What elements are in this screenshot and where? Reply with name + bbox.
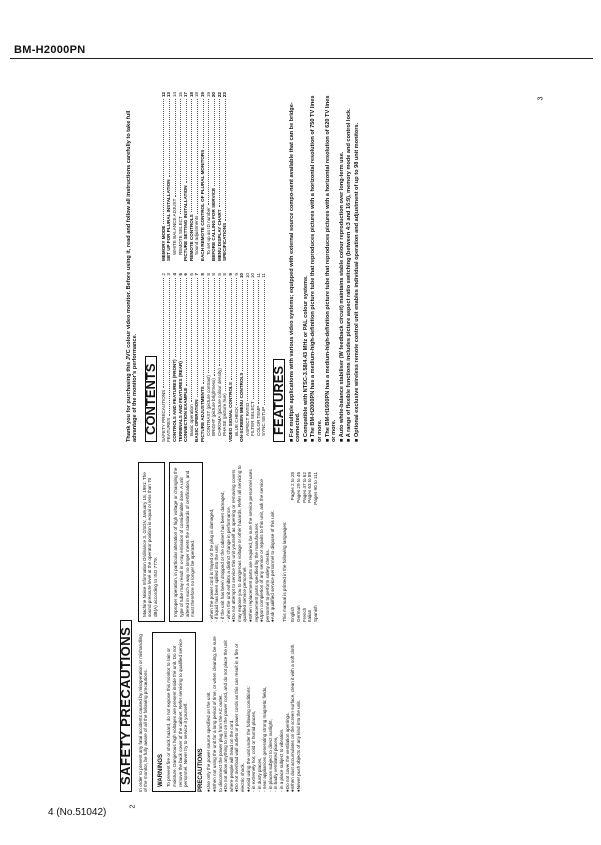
toc-label: VIDEO SIGNAL CONTROLS [227,382,233,442]
toc-page: 2 [160,273,166,276]
toc-label: PICTURE ADJUSTMENTS [199,386,205,442]
noise-box [138,462,166,622]
feature-item: ■ The BM-H1600PN has a medium-high-definition picture tube that reproduces pictures with a horizontal resolution of 620 TV lines or more. [324,95,338,442]
toc-leader [178,278,182,360]
toc-page: 13 [166,92,172,98]
toc-page: 8 [205,273,211,276]
service-box [169,462,202,622]
toc-page: 11 [261,273,267,278]
toc-label: BASIC OPERATION [194,399,200,442]
toc-page: 10 [250,273,256,279]
language-row [313,472,319,622]
page-number-left: 2 [129,804,137,809]
language-name: Italian [307,609,313,622]
toc-label: EACH REMOTE CONTROL OF PLURAL MONITORS [199,149,205,261]
toc-page: 9 [233,273,239,276]
toc-leader [161,278,165,388]
toc-leader [166,99,170,177]
language-pages: Pages 2 to 28 [290,472,296,501]
contents-page [120,92,362,442]
service-note: Improper operation, in particular alteration of high voltage or changing the type of tube may result in x-ray emission of considerable dose. A unit altered in such a way no longer meets the standards of certification, and must therefore no longer be operated. [173,467,196,617]
precaution-item: - in extremely hot, cold or humid places, [251,710,257,792]
language-name: English [290,606,296,622]
precaution-item: ●Use only the power source specified on the unit. [206,691,212,792]
precaution-item: ●When not using the unit for a long period of time, or when cleaning, be sure to disconnect the power plug from the AC outlet. [211,636,223,792]
toc-entry [261,273,267,442]
toc-right-column [161,92,267,261]
page-number-right: 3 [537,96,545,101]
toc-label: SYNC SETUP [261,406,267,436]
feature-item: ■ A range of flexible functions includes picture aspect ratio switching (between 4:3 and 16:9), memory mode and control lock. [346,108,353,442]
toc-page: 8 [216,273,222,276]
toc-page: 8 [199,273,205,276]
language-pages: Pages 63 to 89 [307,472,313,503]
safety-title: SAFETY PRECAUTIONS [120,620,132,792]
language-name: French [301,607,307,622]
toc-label: PICTURE SETTING INSTALLATION [183,185,189,261]
safety-intro: In order to prevent any fatal accidents caused by misoperation or mishandling of the monitor, be fully aware of all the following precautions. [137,634,149,792]
feature-item: ■ Compatible with NTSC-3.58/4.43 MHz or PAL colour systems. [302,275,309,442]
toc-leader [189,99,193,212]
service-item: - when the power cord is frayed or the plug is damaged, [208,508,214,622]
toc-leader [217,278,221,367]
contents-intro: Thank you for purchasing this JVC colour video monitor. Before using it, read and follow all instructions carefully to take full advantage of the monitor's performance. [125,110,139,442]
toc-label: WHITE BALANCE ADJUST [171,198,177,255]
manual-note: This manual is printed in the following languages: [281,521,287,622]
precautions-list [206,632,301,792]
rotated-spread [120,92,568,792]
language-name: Spanish [312,605,318,622]
toc-page: 18 [194,92,200,98]
language-pages: Pages 29 to 46 [296,472,302,503]
toc-leader [206,278,210,374]
precaution-item: ●Never push objects of any kind into the unit. [295,700,301,792]
language-pages: Pages 90 to 111 [312,472,318,505]
toc-page: 10 [239,273,245,279]
precaution-item: ●Do not allow anything to rest on the power cord, and do not place the unit where people will tread on the cord. [223,640,234,792]
toc-label: CONNECTION EXAMPLE [183,387,189,442]
model-header: BM-H2000PN [14,44,86,56]
toc-label: REMOTE SELECT [177,216,183,255]
toc-label: ON-SCREEN MENU CONTROLS [239,372,245,442]
toc-page: 11 [255,273,261,278]
toc-leader [256,280,260,404]
toc-leader [200,99,204,148]
header-rule [10,58,593,59]
warnings-box [152,632,196,792]
toc-page: 4 [171,273,177,276]
features-title: FEATURES [273,359,285,442]
toc-page: 3 [166,273,172,276]
toc-label: SAFETY PRECAUTIONS [160,389,166,442]
toc-label: FEATURES [166,417,172,442]
service-item: ●Ask qualified service personnel to dispose of this unit. [270,510,276,622]
safety-left-column [138,632,319,792]
toc-label: CHROMA (picture colour density) [216,368,222,436]
toc-leader [161,99,165,223]
toc-label: CONTRAST (picture contrast) [205,375,211,436]
toc-page: 19 [205,92,211,98]
toc-label: BLUE CHECK [233,406,239,436]
toc-label: PHASE (picture hue) [222,393,228,436]
toc-label: SET UP FOR PLURAL INSTALLATION [166,179,172,261]
toc-page: 20 [211,92,217,98]
toc-page: 6 [188,273,194,276]
service-item: - if the unit has been dropped or the cabinet has been damaged, [219,491,225,622]
toc-label: CONTROLS AND FEATURES (FRONT) [171,359,177,442]
toc-leader [172,99,176,196]
language-list [290,462,318,622]
precaution-item: ●Do not cover the ventilation openings. [284,712,290,792]
precaution-item: - in places subject to direct sunlight, [267,719,273,792]
toc-label: ASPECT RATIO [244,402,250,436]
service-item: - if liquid has been spilled into the unit, [214,544,220,622]
toc-label: MENU DISPLAY CHART [216,209,222,261]
toc-left-column [161,273,267,442]
toc-page: 19 [199,92,205,98]
precaution-item: - in badly ventilated places, [273,736,279,792]
toc-leader [200,278,204,385]
warnings-text: To prevent fire or shock hazard, do not expose this monitor to rain or moisture. Dangerous high voltages are present inside the unit. Do not remove the back cover of the cabinet. Refer servicing to qualified service personnel. Never try to service it yourself. [166,639,189,787]
toc-leader [211,278,215,377]
toc-leader [183,99,187,183]
contents-title: CONTENTS [145,357,157,443]
service-list [209,462,276,622]
toc-leader [222,99,226,221]
toc-page: 23 [222,92,228,98]
toc-page: 6 [183,273,189,276]
toc-label: MEMORY MODE [160,225,166,261]
precautions-title: PRECAUTIONS [197,748,204,792]
precaution-item: - near appliances generating strong magnetic fields, [262,686,268,792]
language-name: German [296,605,302,622]
toc-label: SPECIFICATIONS [222,222,228,261]
toc-leader [166,278,170,416]
toc-entry [222,92,228,261]
toc-page: 17 [183,92,189,98]
toc-label: Basic operation [188,404,194,436]
page-footer: 4 (No.51042) [48,807,107,818]
toc-page: 8 [222,273,228,276]
service-item: ●When replacement parts are required, be sure the service personnel uses replacement parts specified by the manufacturer. [247,469,259,622]
toc-page: 14 [171,92,177,98]
toc-leader [211,99,215,186]
toc-label: To set up an ID number [205,207,211,255]
toc-leader [183,278,187,386]
toc-leader [228,278,232,381]
service-item: - when the unit exhibits a distinct change in performance. [225,506,231,622]
toc-leader [189,278,193,403]
toc-leader [194,278,198,398]
service-item: ●Do not attempt to service this unit yourself as opening or removing covers may expose you to dangerous voltage or other hazards. Refer all servicing to qualified service personnel. [231,465,248,622]
toc-label: BEFORE CALLING FOR SERVICE [211,187,217,261]
toc-label: TERMINALS AND FEATURES (REAR) [177,361,183,442]
safety-right-column [138,462,319,622]
toc-leader [172,278,176,358]
toc-leader [245,280,249,401]
toc-page: 12 [160,92,166,98]
toc-leader [194,99,198,214]
toc-page: 15 [177,92,183,98]
toc-page: 18 [188,92,194,98]
precaution-item: - in a place subject to vibration. [279,728,285,792]
toc-label: REMOTE CONTROLS [188,214,194,261]
toc-leader [222,278,226,392]
toc-page: 10 [244,273,250,279]
toc-page: 22 [216,92,222,98]
noise-note: Machine Noise Information Ordinance 3. GSGV, January 18, 1991: The sound pressure level at the operator position is equal or less than 70 dB(A) according to ISO 7779. [141,472,158,617]
toc-leader [217,99,221,207]
feature-item: ■ Optional exclusive wireless remote control unit enables individual operation and adjustment of up to 98 unit monitors. [354,122,360,442]
features-list [289,92,361,442]
toc-label: BRIGHT (picture brightness) [211,378,217,436]
feature-item: ■ For multiple applications with various video systems; equipped with external source compo-nent available that can be bridge-connected. [288,102,302,442]
warnings-title: WARNINGS [157,754,164,787]
precaution-item: - in dusty places, [256,757,262,792]
toc-leader [261,280,265,405]
toc-page: 9 [227,273,233,276]
safety-page [120,462,318,792]
toc-page: 7 [194,273,200,276]
service-item: ●Upon completion of any service or repairs to this unit, ask the service personnel to perform safety checks. [259,479,270,622]
toc-label: Sound adjustments [194,215,200,255]
toc-leader [234,278,238,405]
toc-leader [178,99,182,214]
precaution-item: ●Avoid using the unit under the following conditions: [245,686,251,792]
toc-page: 8 [211,273,217,276]
toc-leader [239,280,243,370]
toc [161,92,267,442]
toc-leader [206,99,210,205]
precaution-item: ●Do not overload wall outlets or power cords as this can result in a fire or electric shock. [234,643,245,792]
feature-item: ■ The BM-H2000PN has a medium-high-definition picture tube that reproduces pictures with a horizontal resolution of 750 TV lines or more. [310,95,324,442]
toc-page: 5 [177,273,183,276]
feature-item: ■ Auto white-balance stabiliser (W feedback circuit) maintains stable colour reproduction over long-term use. [338,151,345,442]
toc-label: COLOR TEMP [255,405,261,436]
toc-label: FILTER SELECT [250,401,256,436]
language-pages: Pages 47 to 62 [301,472,307,503]
precaution-item: ●When dust accumulates on the screen surface, clean it with a soft cloth. [290,643,296,792]
toc-leader [250,280,254,399]
